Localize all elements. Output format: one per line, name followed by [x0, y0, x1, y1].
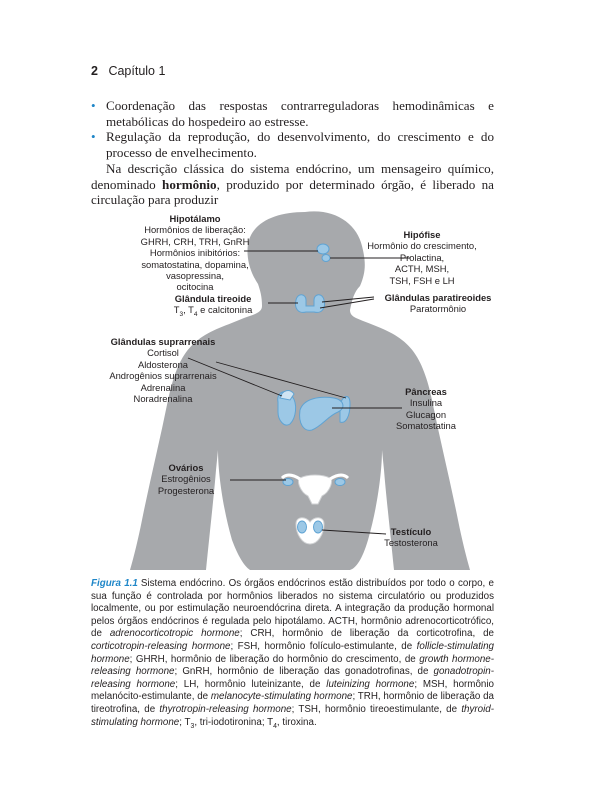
caption-segment: ; GHRH, hormônio de liberação do hormônio do crescimento, de — [129, 653, 420, 665]
label-pancreas: Pâncreas Insulina Glucagon Somatostatina — [396, 386, 456, 432]
testiculo-direito-organ — [314, 521, 323, 533]
label-paratireoides: Glândulas paratireoides Paratormônio — [384, 292, 492, 315]
caption-term-italic: thyroid-stimulating hormone — [91, 703, 494, 728]
chapter-title: Capítulo 1 — [108, 64, 166, 78]
body-paragraph: Na descrição clássica do sistema endócrino, um mensageiro químico, denominado hormônio, produzido por determinado órgão, é liberado na circulação para produzir — [91, 161, 494, 207]
label-ovarios: Ovários Estrogênios Progesterona — [157, 462, 215, 496]
label-hipofise: Hipófise Hormônio do crescimento, Prolactina, ACTH, MSH, TSH, FSH e LH — [367, 229, 477, 286]
hipofise-organ — [322, 255, 330, 262]
caption-segment: , tiroxina. — [276, 716, 317, 728]
caption-segment: ; T — [179, 716, 191, 728]
hipotalamo-organ — [317, 244, 329, 254]
caption-subscript: 3 — [190, 722, 195, 730]
bullet-icon: • — [91, 98, 96, 113]
caption-term-italic: corticotropin-releasing hormone — [91, 640, 231, 652]
caption-segment: ; TSH, hormônio tireoestimulante, de — [291, 703, 462, 715]
caption-term-italic: thyrotropin-releasing hormone — [159, 703, 292, 715]
caption-segment: ; FSH, hormônio folículo-estimulante, de — [230, 640, 417, 652]
testiculo-esquerdo-organ — [298, 521, 307, 533]
caption-text — [91, 578, 494, 728]
bold-term: hormônio — [162, 176, 217, 192]
bullet-item: • Coordenação das respostas contrarreguladoras hemodinâmicas e metabólicas do hospedeiro ao estresse. — [91, 98, 494, 129]
caption-term-italic: gonadotropin-releasing hormone — [91, 666, 494, 690]
bullet-icon: • — [91, 129, 96, 144]
label-testiculo: Testículo Testosterona — [384, 526, 438, 549]
figure-caption — [91, 578, 494, 733]
ovario-direito-organ — [335, 479, 345, 486]
caption-segment: ; MSH, hormônio melanócito-estimulante, de — [91, 678, 494, 703]
caption-segment: ; TRH, hormônio de liberação da tireotrofina, de — [91, 691, 494, 715]
caption-term-italic: melanocyte-stimulating hormone — [210, 691, 353, 703]
label-tireoide: Glândula tireoide $T_3$, $T_4$ e calcitonina — [173, 293, 253, 319]
caption-subscript: 4 — [273, 722, 277, 730]
label-suprarrenais: Glândulas suprarrenais Cortisol Aldosterona Androgênios suprarrenais Adrenalina Noradrenalina — [109, 336, 217, 405]
figure-label: Figura 1.1 — [91, 578, 138, 589]
caption-segment: ; GnRH, hormônio de liberação das gonadotrofinas, de — [174, 666, 434, 678]
caption-term-italic: adrenocorticotropic hormone — [109, 628, 240, 640]
caption-term-italic: luteinizing hormone — [326, 678, 415, 690]
caption-segment: ; LH, hormônio luteinizante, de — [175, 678, 327, 690]
caption-term-italic: growth hormone-releasing hormone — [91, 653, 494, 678]
caption-segment: , tri-iodotironina; T — [194, 716, 274, 728]
bullet-item: • Regulação da reprodução, do desenvolvimento, do crescimento e do processo de envelhecimento. — [91, 129, 494, 160]
caption-term-italic: follicle-stimulating hormone — [91, 640, 494, 665]
page-number: 2 — [91, 64, 98, 78]
label-hipotalamo: Hipotálamo Hormônios de liberação: GHRH, CRH, TRH, GnRH Hormônios inibitórios: somatostatina, dopamina, vasopressina, ocitocina — [140, 213, 250, 293]
caption-segment: ; CRH, hormônio de liberação da corticotrofina, de — [239, 628, 494, 640]
caption-segment: Sistema endócrino. Os órgãos endócrinos estão distribuídos por todo o corpo, e sua função é controlada por hormônios liberados no sistema circulatório ou produzidos localmente, ou por estimulação neuroendócrina direta. A integração da produção hormonal pelos órgãos endócrinos é regulada pelo hipotálamo. ACTH, hormônio adrenocorticotrófico, de — [91, 578, 495, 640]
